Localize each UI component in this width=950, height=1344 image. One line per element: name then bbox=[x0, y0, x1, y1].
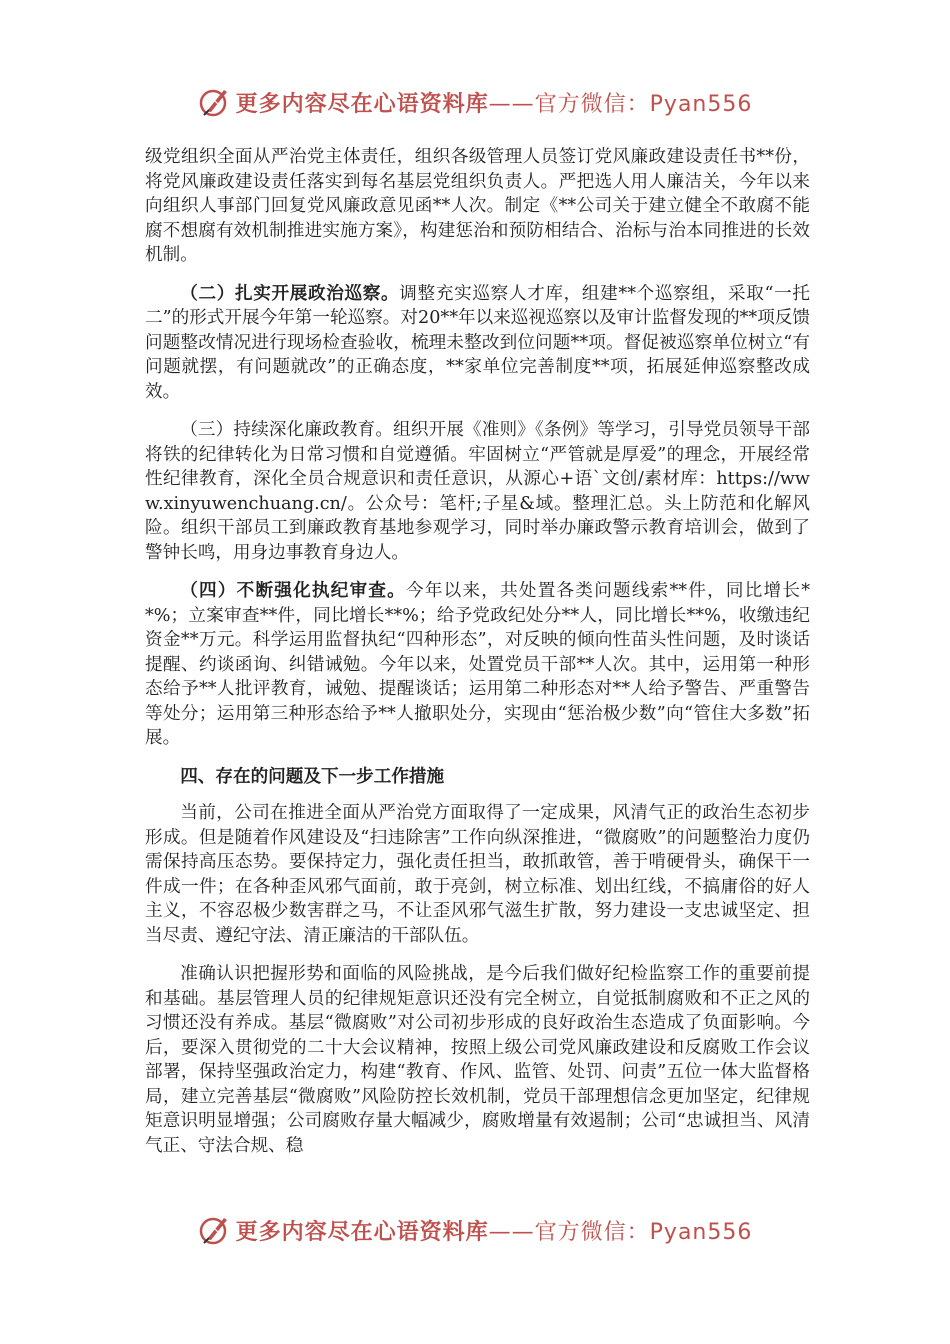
paragraph-text: 调整充实巡察人才库，组建**个巡察组，采取“一托二”的形式开展今年第一轮巡察。对20**年以来巡视巡察以及审计监督发现的**项反馈问题整改情况进行现场检查验收，梳理未整改到位问题**项。督促被巡察单位树立“有问题就摆，有问题就改”的正确态度，**家单位完善制度**项，拓展延伸巡察整改成效。 bbox=[145, 283, 810, 402]
watermark-prefix: 更多内容尽在心语资料库 bbox=[235, 1219, 489, 1245]
section-heading: 四、存在的问题及下一步工作措施 bbox=[180, 765, 445, 787]
paragraph-text: （三）持续深化廉政教育。组织开展《准则》《条例》等学习，引导党员领导干部将铁的纪律转化为日常习惯和自觉遵循。牢固树立“严管就是厚爱”的理念，开展经常性纪律教育，深化全员合规意识和责任意识，从源心+语`文创/素材库：https://www.xinyuwenchuang.cn/。公众号：笔杆;子星&域。整理汇总。头上防范和化解风险。组织干部员工到廉政教育基地参观学习，同时举办廉政警示教育培训会，做到了警钟长鸣，用身边事教育身边人。 bbox=[145, 420, 810, 563]
paragraph-3 bbox=[145, 418, 810, 565]
watermark-suffix: 官方微信：Pyan556 bbox=[534, 1219, 753, 1245]
paragraph-2 bbox=[145, 282, 810, 405]
paragraph-4 bbox=[145, 579, 810, 751]
paragraph-lead: （四）不断强化执纪审查。 bbox=[180, 580, 407, 601]
watermark-banner-bottom bbox=[0, 1210, 950, 1250]
paragraph-text: 今年以来，共处置各类问题线索**件，同比增长**%；立案审查**件，同比增长**%；给予党政纪处分**人，同比增长**%，收缴违纪资金**万元。科学运用监督执纪“四种形态”，对反映的倾向性苗头性问题，及时谈话提醒、约谈函询、纠错诫勉。今年以来，处置党员干部**人次。其中，运用第一种形态给予**人批评教育，诫勉、提醒谈话；运用第二种形态对**人给予警告、严重警告等处分；运用第三种形态给予**人撤职处分，实现由“惩治极少数”向“管住大多数”拓展。 bbox=[145, 581, 810, 748]
quill-logo-icon bbox=[198, 1213, 232, 1247]
watermark-dash: —— bbox=[488, 1219, 535, 1245]
paragraph-text: 当前，公司在推进全面从严治党方面取得了一定成果，风清气正的政治生态初步形成。但是随着作风建设及“扫违除害”工作向纵深推进，“微腐败”的问题整治力度仍需保持高压态势。要保持定力，强化责任担当，敢抓敢管，善于啃硬骨头，确保干一件成一件；在各种歪风邪气面前，敢于亮剑，树立标准、划出红线，不搞庸俗的好人主义，不容忍极少数害群之马，不让歪风邪气滋生扩散，努力建设一支忠诚坚定、担当尽责、遵纪守法、清正廉洁的干部队伍。 bbox=[145, 803, 810, 946]
quill-logo-icon bbox=[198, 85, 232, 119]
paragraph-text: 准确认识把握形势和面临的风险挑战，是今后我们做好纪检监察工作的重要前提和基础。基层管理人员的纪律规矩意识还没有完全树立，自觉抵制腐败和不正之风的习惯还没有养成。基层“微腐败”对公司初步形成的良好政治生态造成了负面影响。今后，要深入贯彻党的二十大会议精神，按照上级公司党风廉政建设和反腐败工作会议部署，保持坚强政治定力，构建“教育、作风、监管、处罚、问责”五位一体大监督格局，建立完善基层“微腐败”风险防控长效机制，党员干部理想信念更加坚定，纪律规矩意识明显增强；公司腐败存量大幅减少，腐败增量有效遏制；公司“忠诚担当、风清气正、守法合规、稳 bbox=[145, 964, 810, 1156]
paragraph-lead: （二）扎实开展政治巡察。 bbox=[180, 282, 400, 304]
watermark-dash: —— bbox=[488, 91, 535, 117]
document-body bbox=[145, 145, 810, 1172]
watermark-banner-top bbox=[0, 82, 950, 122]
watermark-suffix: 官方微信：Pyan556 bbox=[534, 91, 753, 117]
paragraph-1 bbox=[145, 145, 810, 268]
paragraph-6 bbox=[145, 962, 810, 1158]
watermark-prefix: 更多内容尽在心语资料库 bbox=[235, 91, 489, 117]
paragraph-text: 级党组织全面从严治党主体责任，组织各级管理人员签订党风廉政建设责任书**份，将党风廉政建设责任落实到每名基层党组织负责人。严把选人用人廉洁关，今年以来向组织人事部门回复党风廉政意见函**人次。制定《**公司关于建立健全不敢腐不能腐不想腐有效机制推进实施方案》，构建惩治和预防相结合、治标与治本同推进的长效机制。 bbox=[145, 147, 810, 265]
paragraph-5 bbox=[145, 801, 810, 948]
